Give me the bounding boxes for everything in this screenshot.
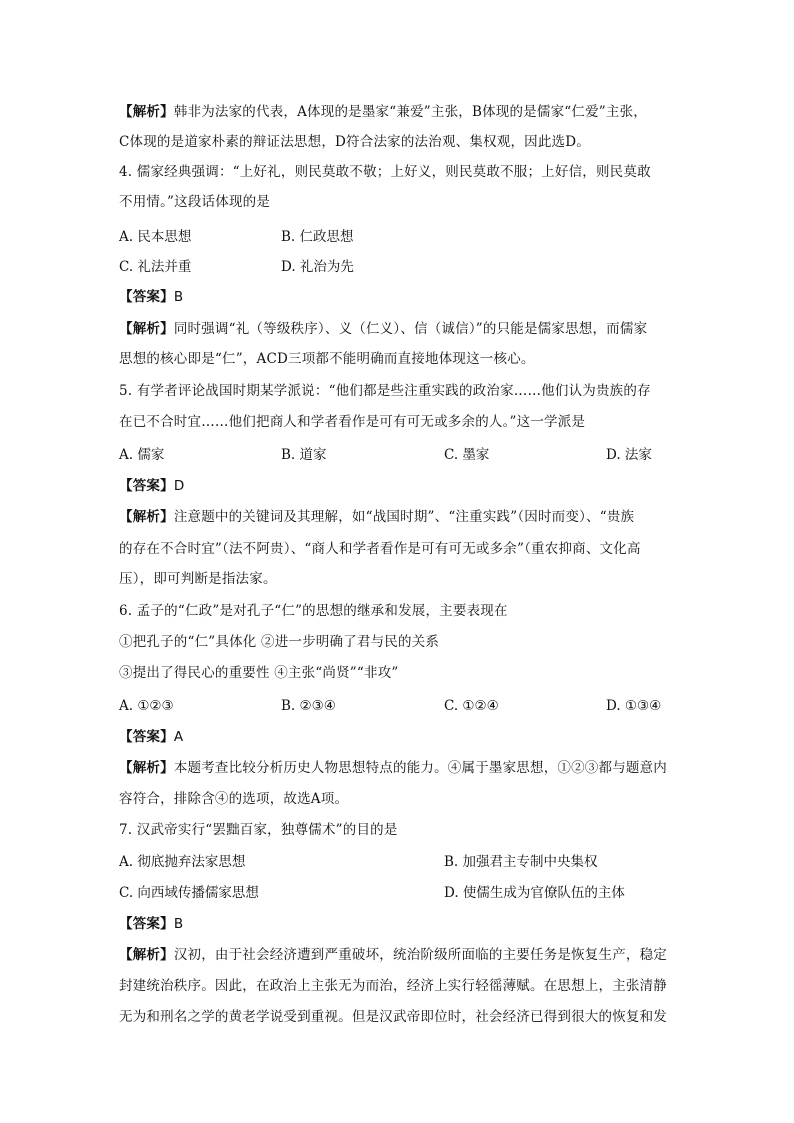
analysis-tag: 【解析】: [119, 947, 174, 963]
q4-analysis-line-2: 思想的核心即是“仁”，ACD三项都不能明确而直接地体现这一核心。: [119, 351, 535, 367]
q6-stem-line-3: ③提出了得民心的重要性 ④主张“尚贤”“非攻”: [119, 665, 399, 681]
q6-stem-line-2: ①把孔子的“仁”具体化 ②进一步明确了君与民的关系: [119, 634, 440, 650]
q5-option-c: C. 墨家: [444, 447, 490, 463]
q7-analysis-line-1: 【解析】汉初，由于社会经济遭到严重破坏，统治阶级所面临的主要任务是恢复生产，稳定: [119, 947, 668, 963]
q4-stem-line-2: 不用情。”这段话体现的是: [119, 194, 271, 210]
q5-option-b: B. 道家: [281, 447, 327, 463]
q6-analysis-line-2: 容符合，排除含④的选项，故选A项。: [119, 791, 349, 807]
q7-analysis-line-3: 无为和刑名之学的黄老学说受到重视。但是汉武帝即位时，社会经济已得到很大的恢复和发: [119, 1009, 667, 1025]
q6-answer: [119, 728, 679, 746]
analysis-tag: 【解析】: [119, 104, 174, 120]
analysis-tag: 【解析】: [119, 760, 174, 776]
q6-stem-line-1: 6. 孟子的“仁政”是对孔子“仁”的思想的继承和发展，主要表现在: [119, 603, 508, 619]
q4-answer: [119, 288, 679, 306]
analysis-tag: 【解析】: [119, 321, 174, 337]
q4-option-a: A. 民本思想: [119, 229, 192, 245]
answer-value: A: [173, 729, 184, 745]
q7-stem-line-1: 7. 汉武帝实行“罢黜百家，独尊儒术”的目的是: [119, 822, 398, 838]
q6-option-b: B. ②③④: [281, 698, 336, 714]
q5-analysis-line-2: 的存在不合时宜”（法不阿贵）、“商人和学者看作是可有可无或多余”（重农抑商、文化高: [119, 541, 641, 557]
answer-value: D: [173, 478, 185, 494]
q7-option-b: B. 加强君主专制中央集权: [444, 854, 598, 870]
q4-option-d: D. 礼治为先: [281, 259, 354, 275]
q4-stem-line-1: 4. 儒家经典强调：“上好礼，则民莫敢不敬；上好义，则民莫敢不服；上好信，则民莫敢: [119, 164, 651, 180]
q7-analysis-line-2: 封建统治秩序。因此，在政治上主张无为而治，经济上实行轻徭薄赋。在思想上，主张清静: [119, 978, 667, 994]
answer-tag: 【答案】: [119, 289, 174, 305]
q4-analysis-line-1: 【解析】同时强调“礼（等级秩序）、义（仁义）、信（诚信）”的只能是儒家思想，而儒家: [119, 321, 648, 337]
q3-analysis-line-2: C体现的是道家朴素的辩证法思想，D符合法家的法治观、集权观，因此选D。: [119, 134, 590, 150]
q4-option-b: B. 仁政思想: [281, 229, 354, 245]
q3-analysis-line-1: 【解析】韩非为法家的代表，A体现的是墨家“兼爱”主张，B体现的是儒家“仁爱”主张，: [119, 104, 647, 120]
q5-option-a: A. 儒家: [119, 447, 165, 463]
q7-answer: [119, 915, 679, 933]
answer-tag: 【答案】: [119, 916, 174, 932]
q5-stem-line-2: 在已不合时宜……他们把商人和学者看作是可有可无或多余的人。”这一学派是: [119, 414, 586, 430]
q4-option-c: C. 礼法并重: [119, 259, 192, 275]
q5-answer: [119, 477, 679, 495]
q7-option-a: A. 彻底抛弃法家思想: [119, 854, 246, 870]
q7-option-c: C. 向西域传播儒家思想: [119, 885, 259, 901]
q6-analysis-line-1: 【解析】本题考查比较分析历史人物思想特点的能力。④属于墨家思想，①②③都与题意内: [119, 760, 668, 776]
q6-option-a: A. ①②③: [119, 698, 174, 714]
q5-analysis-line-3: 压），即可判断是指法家。: [119, 571, 277, 587]
q7-option-d: D. 使儒生成为官僚队伍的主体: [444, 885, 625, 901]
answer-tag: 【答案】: [119, 478, 174, 494]
answer-value: B: [173, 289, 184, 305]
q6-option-d: D. ①③④: [606, 698, 662, 714]
q5-analysis-line-1: 【解析】注意题中的关键词及其理解，如“战国时期”、“注重实践”（因时而变）、“贵族: [119, 509, 635, 525]
q5-option-d: D. 法家: [606, 447, 652, 463]
answer-tag: 【答案】: [119, 729, 174, 745]
q5-stem-line-1: 5. 有学者评论战国时期某学派说：“他们都是些注重实践的政治家……他们认为贵族的存: [119, 383, 651, 399]
answer-value: B: [173, 916, 184, 932]
analysis-tag: 【解析】: [119, 509, 174, 525]
q6-option-c: C. ①②④: [444, 698, 499, 714]
